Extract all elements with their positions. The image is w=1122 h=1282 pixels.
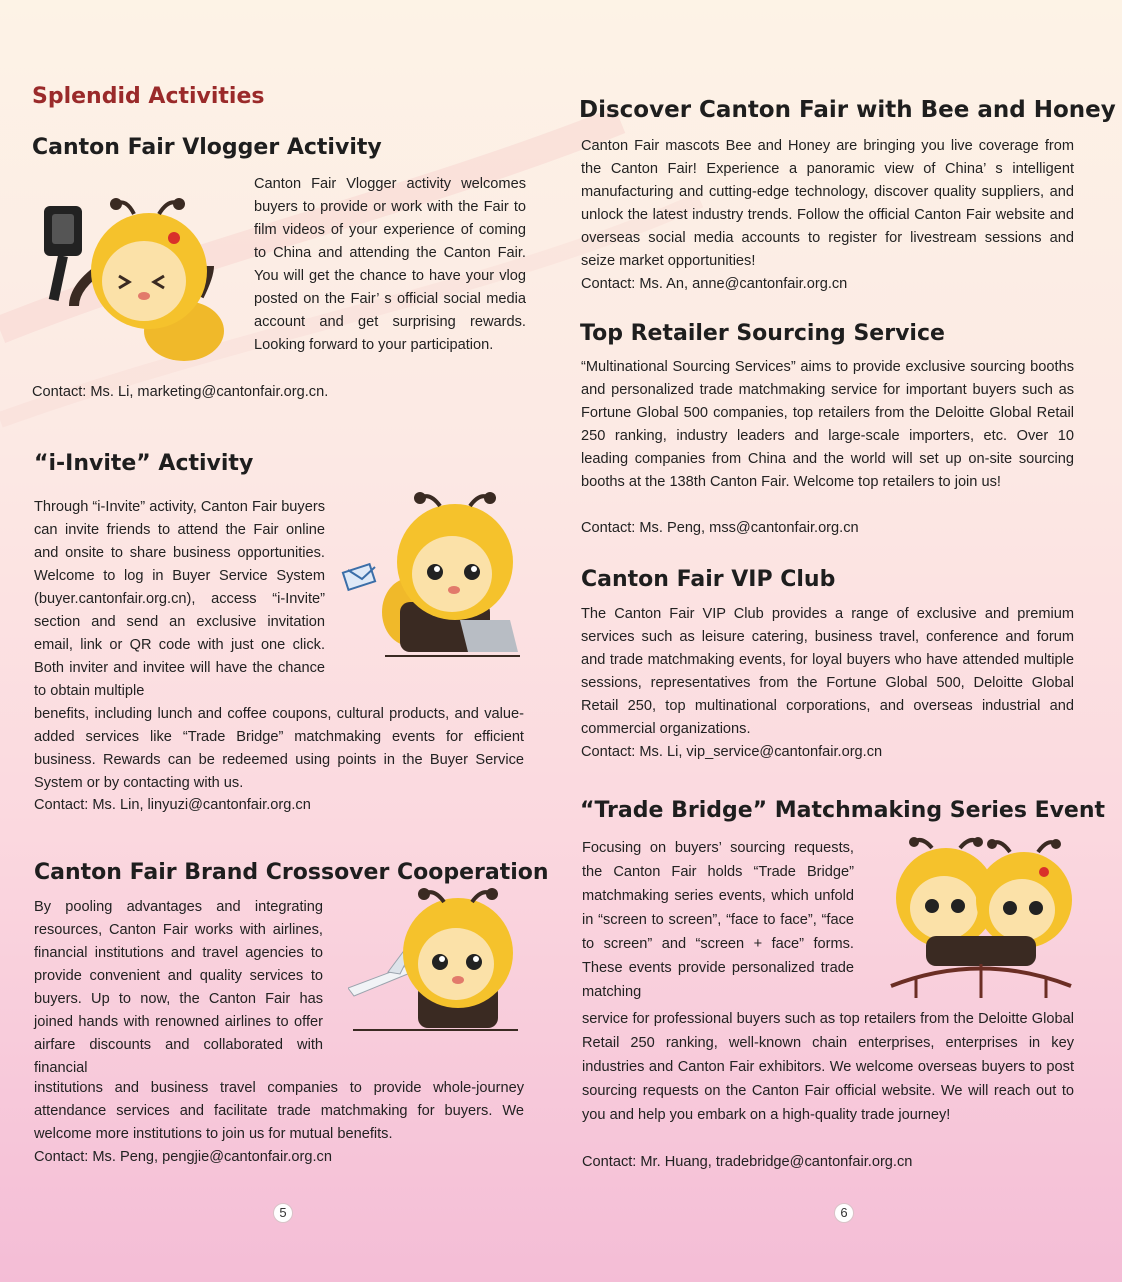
- page-number-right: 6: [834, 1203, 854, 1223]
- brand-mascot-illustration: [348, 888, 523, 1033]
- vip-body: The Canton Fair VIP Club provides a range of exclusive and premium services such as leisure catering, business travel, conference and forum and trade matchmaking events, for loyal buyers who have attended multiple sessions, representatives from the Fortune Global 500, Deloitte Global Retail 250, top multinational corporations, and overseas industrial and commercial organizations.: [581, 606, 1074, 737]
- page-number-left: 5: [273, 1203, 293, 1223]
- brand-contact: Contact: Ms. Peng, pengjie@cantonfair.org.cn: [34, 1149, 332, 1165]
- bee-honey-title: Discover Canton Fair with Bee and Honey: [579, 97, 1116, 123]
- vlogger-mascot-illustration: [34, 196, 244, 376]
- bee-honey-body: Canton Fair mascots Bee and Honey are bringing you live coverage from the Canton Fair! Experience a panoramic view of China’ s intelligent manufacturing and cutting-edge technology, discover quality suppliers, and unlock the latest industry trends. Follow the official Canton Fair website and overseas social media accounts to register for livestream sessions and seize market opportunities!: [581, 138, 1074, 269]
- trade-bridge-body-top: Focusing on buyers’ sourcing requests, the Canton Fair holds “Trade Bridge” matchmaking series events, which unfold in “screen to screen”, “face to face”, “face to screen” and “screen + face” forms. These events provide personalized trade matching: [582, 840, 854, 1000]
- brand-body-top: By pooling advantages and integrating resources, Canton Fair works with airlines, financial institutions and travel agencies to provide convenient and quality services to buyers. Up to now, the Canton Fair has joined hands with renowned airlines to offer airfare discounts and collaborated with financial: [34, 899, 323, 1076]
- invite-mascot-illustration: [340, 492, 525, 662]
- vlogger-title: Canton Fair Vlogger Activity: [32, 135, 382, 160]
- laptop-icon: [460, 620, 518, 652]
- invite-contact: Contact: Ms. Lin, linyuzi@cantonfair.org.cn: [34, 797, 311, 813]
- vlogger-body: Canton Fair Vlogger activity welcomes buyers to provide or work with the Fair to film videos of your experience of coming to China and attending the Canton Fair. You will get the chance to have your vlog posted on the Fair’ s official social media account and get surprising rewards. Looking forward to your participation.: [254, 176, 526, 353]
- vip-title: Canton Fair VIP Club: [581, 567, 836, 592]
- trade-bridge-contact: Contact: Mr. Huang, tradebridge@cantonfair.org.cn: [582, 1154, 913, 1170]
- retailer-body: “Multinational Sourcing Services” aims to provide exclusive sourcing booths and personalized trade matchmaking service for important buyers such as Fortune Global 500 companies, top retailers from the Deloitte Global Retail 250 ranking, industry leaders and large-scale importers, etc. Over 10 leading companies from China and the world will set up on-site sourcing booths at the 138th Canton Fair. Welcome top retailers to join us!: [581, 359, 1074, 490]
- invite-title: “i-Invite” Activity: [34, 451, 254, 476]
- brand-body-bottom: institutions and business travel companies to provide whole-journey attendance services and facilitate trade matchmaking for buyers. We welcome more institutions to join us for mutual benefits.: [34, 1080, 524, 1142]
- invite-body-bottom: benefits, including lunch and coffee coupons, cultural products, and value-added services like “Trade Bridge” matchmaking events for efficient business. Rewards can be redeemed using points in the Buyer Service System or by contacting with us.: [34, 706, 524, 791]
- trade-bridge-body-bottom: service for professional buyers such as top retailers from the Deloitte Global Retail 250 ranking, well-known chain enterprises, enterprises in key industries and Canton Fair exhibitors. We welcome overseas buyers to post sourcing requests on the Canton Fair official website. We will reach out to you and help you embark on a high-quality trade journey!: [582, 1011, 1074, 1123]
- section-title: Splendid Activities: [32, 84, 265, 109]
- retailer-contact: Contact: Ms. Peng, mss@cantonfair.org.cn: [581, 520, 859, 536]
- envelope-icon: [343, 564, 375, 590]
- brand-title: Canton Fair Brand Crossover Cooperation: [34, 860, 549, 885]
- vip-contact: Contact: Ms. Li, vip_service@cantonfair.org.cn: [581, 744, 883, 760]
- retailer-title: Top Retailer Sourcing Service: [580, 321, 945, 346]
- bridge-icon: [891, 964, 1071, 998]
- bee-honey-contact: Contact: Ms. An, anne@cantonfair.org.cn: [581, 276, 848, 292]
- trade-bridge-title: “Trade Bridge” Matchmaking Series Event: [580, 798, 1106, 823]
- invite-body-top: Through “i-Invite” activity, Canton Fair buyers can invite friends to attend the Fair online and onsite to share business opportunities. Welcome to log in Buyer Service System (buyer.cantonfair.org.cn), access “i-Invite” section and send an exclusive invitation email, link or QR code with just one click. Both inviter and invitee will have the chance to obtain multiple: [34, 499, 325, 699]
- vlogger-contact: Contact: Ms. Li, marketing@cantonfair.org.cn.: [32, 384, 329, 400]
- trade-bridge-mascots-illustration: [886, 836, 1076, 1001]
